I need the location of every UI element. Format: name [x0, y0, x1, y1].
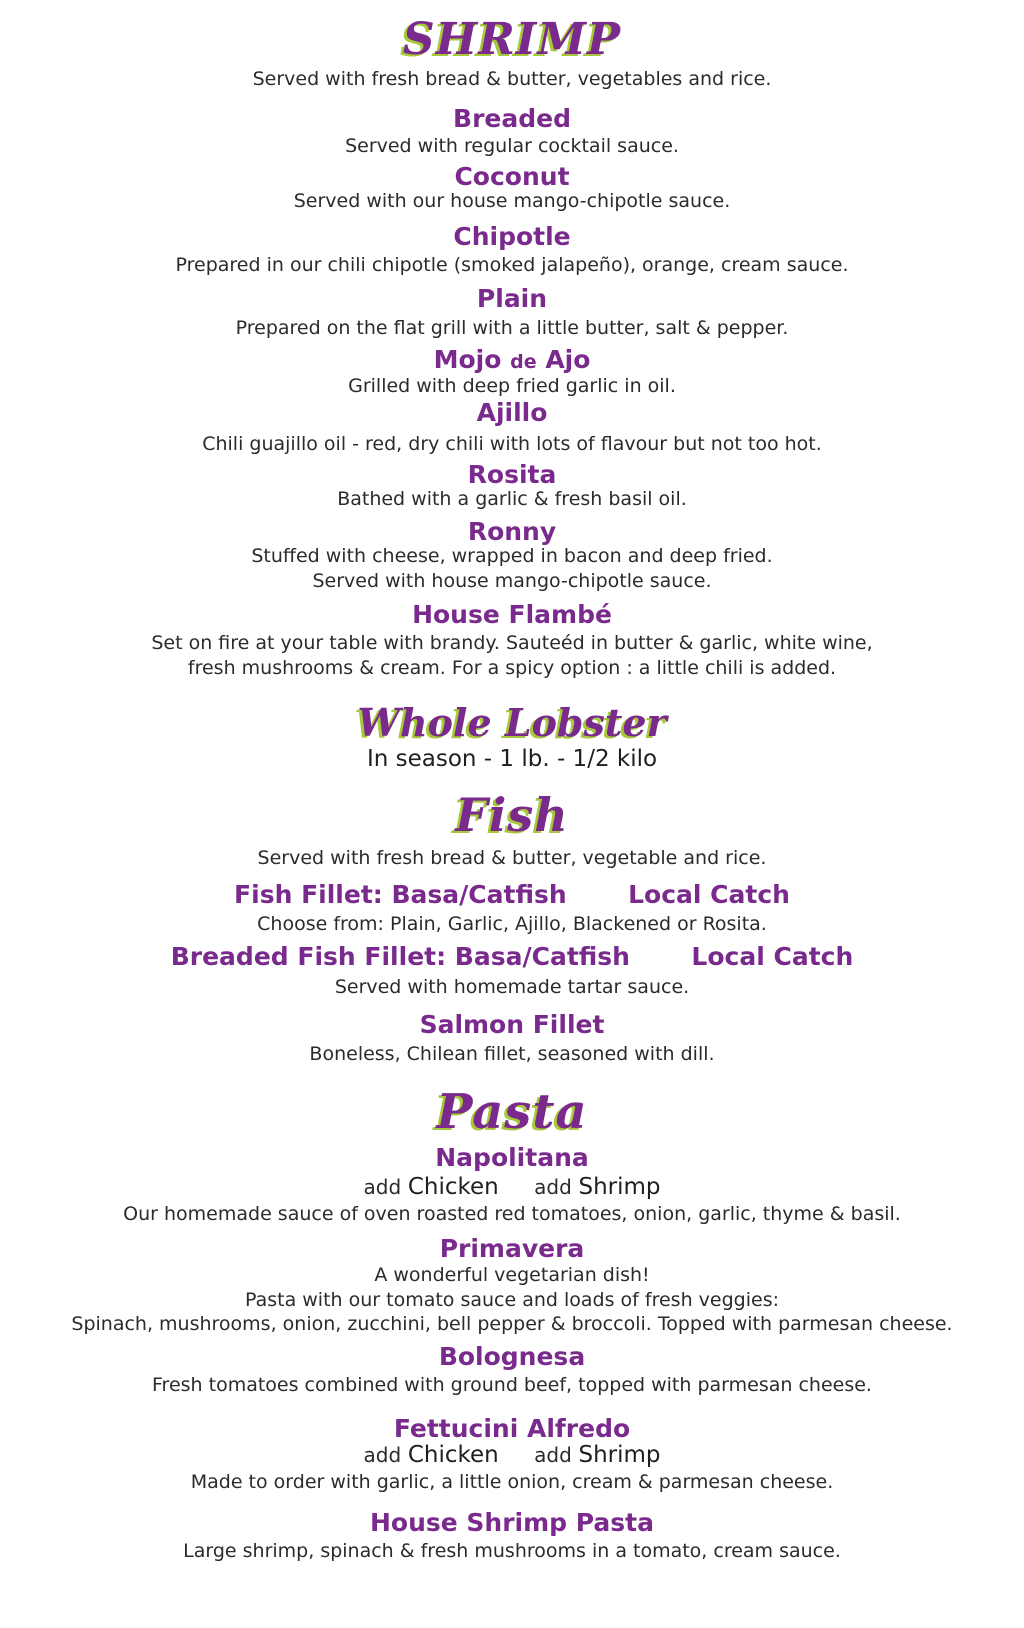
- addon-row-fettucini-alfredo: [0, 1442, 1024, 1468]
- item-desc-chipotle: Prepared in our chili chipotle (smoked jalapeño), orange, cream sauce.: [175, 254, 849, 276]
- item-desc-ajillo: Chili guajillo oil - red, dry chili with lots of flavour but not too hot.: [202, 433, 822, 455]
- item-name-house-flambe: House Flambé: [412, 600, 612, 629]
- section-title-fish: Fish: [455, 788, 569, 842]
- item-name-mojo: Mojo: [433, 345, 502, 374]
- item-desc-breaded: Served with regular cocktail sauce.: [345, 135, 679, 157]
- add-chicken: Chicken: [407, 1442, 499, 1468]
- add-chicken: Chicken: [407, 1174, 499, 1200]
- item-name-breaded-fish-local: Local Catch: [691, 942, 854, 971]
- add-shrimp: Shrimp: [578, 1442, 661, 1468]
- item-name-bolognesa: Bolognesa: [438, 1342, 586, 1371]
- section-title-lobster: Whole Lobster: [357, 700, 667, 745]
- item-desc-ronny-line1: Stuffed with cheese, wrapped in bacon and deep fried.: [251, 545, 773, 567]
- item-desc-rosita: Bathed with a garlic & fresh basil oil.: [337, 488, 687, 510]
- item-desc-house-shrimp-pasta: Large shrimp, spinach & fresh mushrooms in a tomato, cream sauce.: [183, 1540, 841, 1562]
- item-name-fish-fillet-local: Local Catch: [628, 880, 790, 909]
- item-name-breaded: Breaded: [453, 104, 571, 133]
- section-intro-fish: Served with fresh bread & butter, vegetable and rice.: [257, 847, 767, 869]
- item-desc-bolognesa: Fresh tomatoes combined with ground beef, topped with parmesan cheese.: [152, 1374, 872, 1396]
- add-shrimp: Shrimp: [578, 1174, 661, 1200]
- item-name-ajillo: Ajillo: [476, 398, 548, 427]
- item-name-coconut: Coconut: [454, 162, 570, 191]
- item-name-salmon-fillet: Salmon Fillet: [419, 1010, 605, 1039]
- add-label: add: [363, 1443, 402, 1467]
- item-desc-salmon-fillet: Boneless, Chilean fillet, seasoned with dill.: [309, 1043, 715, 1065]
- item-desc-napolitana: Our homemade sauce of oven roasted red tomatoes, onion, garlic, thyme & basil.: [123, 1203, 901, 1225]
- item-name-primavera: Primavera: [439, 1234, 585, 1263]
- item-desc-primavera-line3: Spinach, mushrooms, onion, zucchini, bell pepper & broccoli. Topped with parmesan cheese.: [71, 1313, 953, 1335]
- item-desc-primavera-line2: Pasta with our tomato sauce and loads of fresh veggies:: [244, 1289, 779, 1311]
- item-name-house-shrimp-pasta: House Shrimp Pasta: [369, 1508, 654, 1537]
- add-label: add: [363, 1175, 402, 1199]
- add-label: add: [534, 1443, 572, 1467]
- item-name-chipotle: Chipotle: [453, 222, 571, 251]
- lobster-subtitle: In season - 1 lb. - 1/2 kilo: [366, 746, 658, 772]
- section-title-pasta: Pasta: [436, 1084, 588, 1140]
- item-name-breaded-fish-fillet: [0, 942, 1024, 972]
- item-desc-fettucini-alfredo: Made to order with garlic, a little onion, cream & parmesan cheese.: [190, 1471, 834, 1493]
- item-name-de: de: [510, 351, 537, 373]
- section-title-shrimp: SHRIMP: [402, 14, 622, 65]
- item-name-plain: Plain: [476, 284, 548, 313]
- add-label: add: [534, 1175, 572, 1199]
- item-desc-mojo-de-ajo: Grilled with deep fried garlic in oil.: [348, 375, 676, 397]
- item-desc-house-flambe-line2: fresh mushrooms & cream. For a spicy option : a little chili is added.: [187, 657, 837, 679]
- item-name-breaded-fish-basa: Breaded Fish Fillet: Basa/Catfish: [170, 942, 630, 971]
- item-desc-coconut: Served with our house mango-chipotle sauce.: [293, 190, 731, 212]
- item-name-fish-fillet: [0, 880, 1024, 910]
- item-name-mojo-de-ajo: [0, 345, 1024, 377]
- item-desc-plain: Prepared on the flat grill with a little butter, salt & pepper.: [235, 317, 789, 339]
- item-name-ajo: Ajo: [545, 345, 591, 374]
- section-intro-shrimp: Served with fresh bread & butter, vegetables and rice.: [252, 68, 772, 90]
- addon-row-napolitana: [0, 1174, 1024, 1200]
- item-desc-breaded-fish-fillet: Served with homemade tartar sauce.: [334, 976, 690, 998]
- item-desc-fish-fillet: Choose from: Plain, Garlic, Ajillo, Blackened or Rosita.: [257, 913, 767, 935]
- item-desc-primavera-line1: A wonderful vegetarian dish!: [374, 1264, 650, 1286]
- item-name-fish-fillet-basa: Fish Fillet: Basa/Catfish: [234, 880, 567, 909]
- item-desc-house-flambe-line1: Set on fire at your table with brandy. Sauteéd in butter & garlic, white wine,: [151, 632, 873, 654]
- item-name-rosita: Rosita: [467, 460, 557, 489]
- item-name-fettucini-alfredo: Fettucini Alfredo: [393, 1414, 631, 1443]
- item-name-napolitana: Napolitana: [435, 1143, 589, 1172]
- item-name-ronny: Ronny: [467, 517, 557, 546]
- item-desc-ronny-line2: Served with house mango-chipotle sauce.: [312, 570, 712, 592]
